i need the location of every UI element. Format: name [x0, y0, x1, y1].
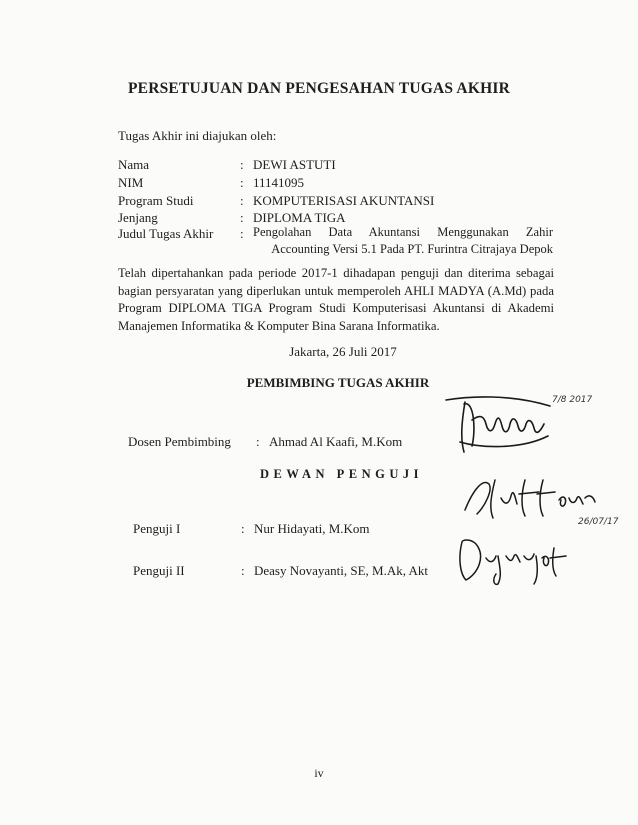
info-label: Nama — [118, 157, 150, 172]
place-date: Jakarta, 26 Juli 2017 — [289, 344, 397, 359]
penguji1-label: Penguji I — [133, 521, 181, 536]
info-value: KOMPUTERISASI AKUNTANSI — [253, 193, 435, 208]
info-label: NIM — [118, 175, 144, 190]
info-colon: : — [240, 193, 244, 208]
penguji1-sign-date: 26/07/17 — [578, 517, 619, 527]
info-value: DEWI ASTUTI — [253, 157, 336, 172]
penguji2-signature — [452, 528, 582, 588]
info-label: Judul Tugas Akhir — [118, 226, 214, 241]
penguji2-colon: : — [241, 563, 245, 578]
penguji2-name: Deasy Novayanti, SE, M.Ak, Akt — [254, 563, 429, 578]
info-colon: : — [240, 210, 244, 225]
info-value: 11141095 — [253, 175, 305, 190]
info-colon: : — [240, 175, 244, 190]
pembimbing-label: Dosen Pembimbing — [128, 434, 231, 449]
info-colon: : — [240, 226, 244, 241]
intro-text: Tugas Akhir ini diajukan oleh: — [118, 128, 277, 143]
statement-paragraph: Telah dipertahankan pada periode 2017-1 dihadapan penguji dan diterima sebagai bagian persyaratan yang diperlukan untuk memperoleh AHLI MADYA (A.Md) pada Program DIPLOMA TIGA Program Studi Komputerisasi Akuntansi di Akademi Manajemen Informatika & Komputer Bina Sarana Informatika. — [118, 266, 554, 333]
pembimbing-colon: : — [256, 434, 260, 449]
judul-value: Pengolahan Data Akuntansi Menggunakan Zahir Accounting Versi 5.1 Pada PT. Furintra Citrajaya Depok — [253, 225, 553, 256]
pembimbing-name: Ahmad Al Kaafi, M.Kom — [269, 434, 403, 449]
info-colon: : — [240, 157, 244, 172]
pembimbing-sign-date: 7/8 2017 — [552, 395, 593, 405]
dewan-penguji-heading: DEWAN PENGUJI — [259, 467, 424, 481]
pembimbing-heading: PEMBIMBING TUGAS AKHIR — [246, 375, 430, 390]
penguji1-colon: : — [241, 521, 245, 536]
penguji2-label: Penguji II — [133, 563, 185, 578]
info-value: DIPLOMA TIGA — [253, 210, 346, 225]
info-label: Program Studi — [118, 193, 194, 208]
page-number: iv — [314, 766, 324, 780]
penguji1-name: Nur Hidayati, M.Kom — [254, 521, 370, 536]
info-label: Jenjang — [118, 210, 158, 225]
page-title: PERSETUJUAN DAN PENGESAHAN TUGAS AKHIR — [128, 80, 510, 97]
